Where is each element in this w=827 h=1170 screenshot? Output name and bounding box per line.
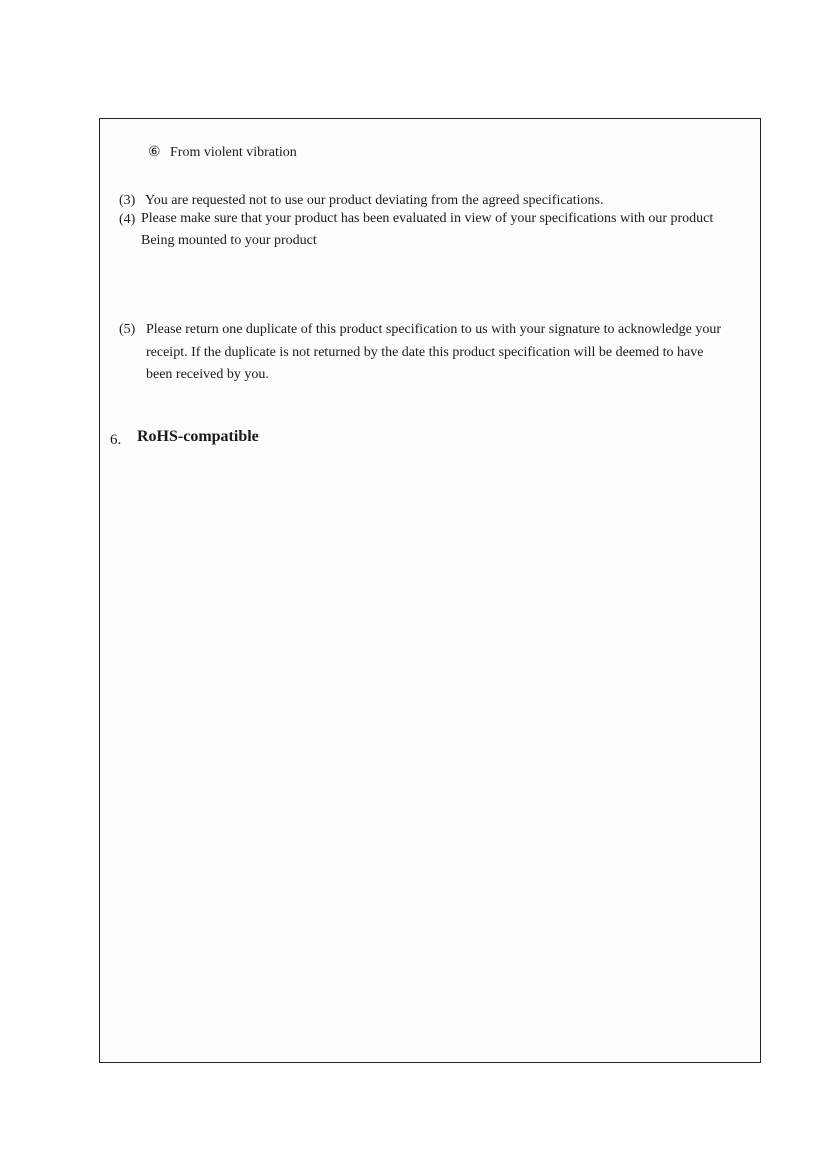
item-4-line-1: Please make sure that your product has been evaluated in view of your specifications with our product <box>141 211 714 226</box>
item-3-marker: (3) <box>119 193 136 208</box>
item-6-text: From violent vibration <box>170 145 297 160</box>
item-5-line-2: receipt. If the duplicate is not returned by the date this product specification will be deemed to have <box>146 345 704 360</box>
item-5-line-3: been received by you. <box>146 367 269 382</box>
item-4-marker: (4) <box>119 212 136 227</box>
item-5-marker: (5) <box>119 322 136 337</box>
item-6-marker: ⑥ <box>148 145 161 160</box>
section-number: 6. <box>110 432 122 448</box>
page-frame <box>99 118 761 1063</box>
item-4-line-2: Being mounted to your product <box>141 233 317 248</box>
item-5-line-1: Please return one duplicate of this product specification to us with your signature to acknowledge your <box>146 322 722 337</box>
item-3-text: You are requested not to use our product deviating from the agreed specifications. <box>145 193 604 208</box>
section-title: RoHS-compatible <box>137 428 259 445</box>
